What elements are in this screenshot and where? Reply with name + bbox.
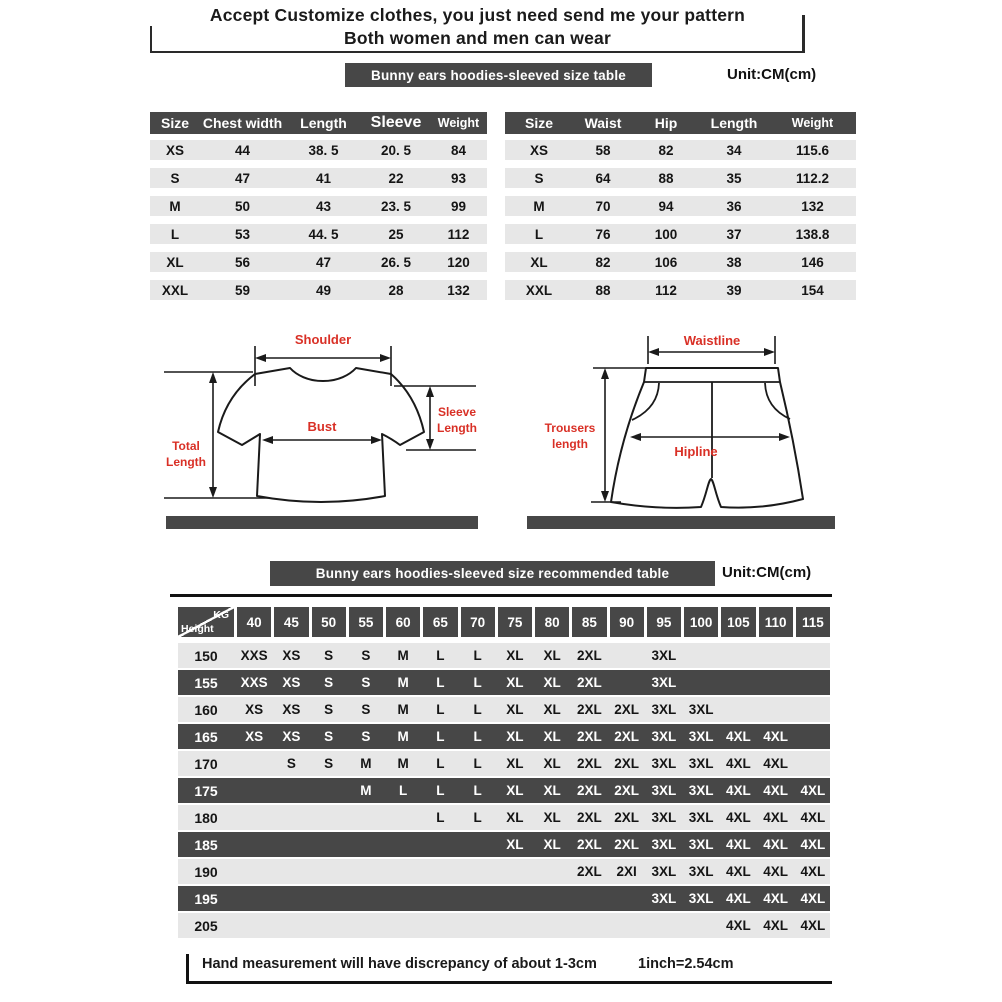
size-cell: 4XL — [763, 783, 788, 798]
size-cell: L — [436, 783, 445, 798]
column-header: Chest width — [202, 115, 283, 131]
size-cell: 4XL — [725, 783, 751, 798]
chest-width-cell: 50 — [234, 198, 251, 214]
size-cell: S — [286, 756, 296, 771]
size-cell: S — [361, 648, 371, 663]
size-cell: L — [473, 729, 482, 744]
hoodie-size-table-body — [150, 140, 487, 300]
size-cell: XL — [543, 783, 561, 798]
size-cell: 3XL — [688, 810, 714, 825]
top-note — [150, 4, 805, 53]
top-note-line1: Accept Customize clothes, you just need send me your pattern — [209, 5, 746, 25]
column-header: Length — [710, 115, 758, 131]
size-cell: 3XL — [651, 675, 677, 690]
column-header: Size — [524, 115, 553, 131]
size-cell: L — [473, 702, 482, 717]
height-label: Height — [181, 623, 214, 635]
sleeve-length-label: Length — [437, 421, 477, 435]
section2-title: Bunny ears hoodies-sleeved size recommended table — [315, 566, 670, 581]
size-cell: XS — [282, 729, 301, 744]
length-cell: 36 — [726, 198, 742, 214]
size-cell: XL — [543, 837, 561, 852]
shorts-size-table-body — [505, 140, 856, 300]
size-cell: M — [397, 675, 409, 690]
recommended-table-row — [178, 697, 830, 722]
waist-cell: 58 — [595, 142, 611, 158]
top-note-bracket-left — [150, 26, 152, 53]
section2-title-bar — [270, 561, 715, 586]
size-cell: L — [473, 648, 482, 663]
hoodie-size-table — [150, 112, 487, 308]
length-cell: 43 — [315, 198, 332, 214]
size-cell: XL — [506, 702, 524, 717]
hoodie-size-table-header — [150, 112, 487, 134]
size-cell: 4XL — [763, 918, 788, 933]
table-row — [505, 140, 856, 160]
size-cell: L — [534, 226, 544, 242]
kg-height-corner-cell — [178, 607, 234, 637]
size-cell: 4XL — [800, 837, 826, 852]
size-cell: S — [361, 702, 371, 717]
size-cell: 4XL — [800, 918, 826, 933]
size-cell: 4XL — [763, 864, 788, 879]
size-cell: S — [361, 729, 371, 744]
length-cell: 41 — [315, 170, 332, 186]
size-cell: 2XL — [576, 648, 602, 663]
size-cell: L — [473, 810, 482, 825]
size-cell: 2XL — [576, 810, 602, 825]
height-row-label: 190 — [194, 863, 218, 880]
size-cell: XL — [166, 254, 184, 270]
table-row — [150, 168, 487, 188]
recommended-table-row — [178, 886, 830, 911]
recommended-table-row — [178, 913, 830, 938]
size-cell: 2XL — [576, 864, 602, 879]
length-cell: 38 — [726, 254, 742, 270]
size-cell: XL — [506, 837, 524, 852]
table-row — [150, 280, 487, 300]
weight-column-header: 70 — [461, 607, 495, 637]
size-cell: 2XL — [576, 783, 602, 798]
table-row — [150, 252, 487, 272]
recommended-table-row — [178, 724, 830, 749]
size-cell: 4XL — [800, 864, 826, 879]
inch-conversion: 1inch=2.54cm — [638, 956, 734, 972]
size-cell: 2XL — [576, 702, 602, 717]
size-cell: 2XL — [576, 756, 602, 771]
weight-cell: 138.8 — [795, 226, 830, 242]
hip-cell: 94 — [658, 198, 674, 214]
size-cell: 4XL — [763, 891, 788, 906]
size-cell: 3XL — [688, 702, 714, 717]
height-row-label: 180 — [194, 809, 218, 826]
size-cell: XS — [245, 729, 264, 744]
shirt-outline — [218, 368, 424, 502]
weight-column-header: 60 — [386, 607, 420, 637]
table-row — [505, 168, 856, 188]
size-cell: S — [324, 756, 334, 771]
size-cell: M — [533, 198, 545, 214]
waistline-label: Waistline — [683, 333, 741, 348]
weight-column-header: 45 — [274, 607, 308, 637]
weight-cell: 84 — [450, 142, 467, 158]
size-cell: 4XL — [725, 918, 751, 933]
height-row-label: 150 — [194, 647, 218, 664]
size-cell: L — [436, 648, 445, 663]
size-cell: L — [436, 810, 445, 825]
weight-column-header: 105 — [721, 607, 755, 637]
hip-cell: 106 — [654, 254, 678, 270]
weight-column-header: 95 — [647, 607, 681, 637]
size-cell: L — [436, 675, 445, 690]
footer-note — [186, 951, 832, 984]
recommended-table-row — [178, 670, 830, 695]
size-cell: S — [324, 702, 334, 717]
weight-column-header: 110 — [759, 607, 793, 637]
recommended-table-row — [178, 751, 830, 776]
height-row-label: 195 — [194, 890, 218, 907]
footer-bracket-left — [186, 954, 189, 981]
length-cell: 37 — [726, 226, 742, 242]
trousers-length-label: Trousers — [544, 421, 596, 435]
size-cell: L — [436, 729, 445, 744]
recommended-table-row — [178, 805, 830, 830]
section1-title: Bunny ears hoodies-sleeved size table — [371, 67, 626, 83]
column-header: Size — [160, 115, 189, 131]
size-cell: 3XL — [651, 810, 677, 825]
column-header: Sleeve — [370, 114, 422, 131]
size-cell: XS — [165, 142, 184, 158]
height-row-label: 170 — [194, 755, 218, 772]
section2-unit: Unit:CM(cm) — [722, 564, 812, 581]
weight-cell: 112 — [447, 226, 470, 242]
recommended-table-header — [178, 607, 830, 637]
size-cell: XL — [506, 783, 524, 798]
weight-column-header: 115 — [796, 607, 830, 637]
sleeve-length-label: Sleeve — [437, 405, 477, 419]
size-recommended-table — [178, 607, 830, 940]
recommended-table-row — [178, 778, 830, 803]
section1-title-bar — [345, 63, 652, 87]
size-cell: XL — [530, 254, 548, 270]
size-cell: XL — [543, 648, 561, 663]
shorts-measurement-diagram — [518, 328, 880, 512]
size-cell: 3XL — [651, 837, 677, 852]
hoodie-measurement-diagram — [158, 328, 510, 512]
size-cell: 3XL — [651, 702, 677, 717]
size-cell: XL — [543, 729, 561, 744]
size-cell: L — [436, 756, 445, 771]
size-cell: XL — [506, 729, 524, 744]
weight-column-header: 100 — [684, 607, 718, 637]
hip-cell: 100 — [654, 226, 678, 242]
size-cell: 4XL — [725, 837, 751, 852]
weight-cell: 132 — [447, 282, 470, 298]
weight-column-header: 80 — [535, 607, 569, 637]
weight-cell: 120 — [447, 254, 470, 270]
size-cell: 4XL — [763, 837, 788, 852]
size-cell: 3XL — [651, 756, 677, 771]
separator-bar-right — [527, 516, 835, 529]
waist-cell: 76 — [595, 226, 611, 242]
size-cell: XS — [282, 648, 301, 663]
size-cell: 4XL — [725, 864, 751, 879]
size-cell: 3XL — [688, 756, 714, 771]
size-cell: M — [360, 756, 372, 771]
size-cell: M — [397, 702, 409, 717]
size-cell: 3XL — [651, 864, 677, 879]
size-cell: S — [361, 675, 371, 690]
column-header: Waist — [584, 115, 622, 131]
sleeve-cell: 25 — [388, 226, 404, 242]
bust-label: Bust — [307, 419, 337, 434]
weight-column-header: 40 — [237, 607, 271, 637]
size-cell: XL — [543, 702, 561, 717]
size-cell: L — [473, 756, 482, 771]
size-cell: XL — [506, 675, 524, 690]
weight-cell: 93 — [450, 170, 467, 186]
divider-line — [170, 594, 832, 597]
table-row — [505, 224, 856, 244]
size-cell: XXL — [161, 282, 189, 298]
size-cell: M — [397, 648, 409, 663]
size-cell: XL — [543, 810, 561, 825]
size-cell: S — [324, 648, 334, 663]
height-row-label: 155 — [194, 674, 218, 691]
weight-column-header: 75 — [498, 607, 532, 637]
weight-column-header: 55 — [349, 607, 383, 637]
weight-cell: 99 — [450, 198, 467, 214]
size-cell: 2XL — [614, 756, 639, 771]
length-cell: 39 — [726, 282, 742, 298]
weight-cell: 115.6 — [795, 142, 830, 158]
sleeve-cell: 26. 5 — [380, 254, 412, 270]
length-cell: 38. 5 — [308, 142, 339, 158]
size-cell: XXS — [240, 648, 268, 663]
size-cell: 4XL — [763, 729, 788, 744]
size-cell: 2XL — [614, 702, 639, 717]
size-cell: 4XL — [725, 756, 751, 771]
size-cell: 3XL — [688, 891, 714, 906]
size-cell: XL — [506, 810, 524, 825]
length-cell: 35 — [726, 170, 742, 186]
weight-cell: 154 — [801, 282, 824, 298]
size-cell: 3XL — [688, 837, 714, 852]
size-cell: XS — [282, 675, 301, 690]
size-cell: M — [397, 756, 409, 771]
weight-cell: 112.2 — [795, 170, 830, 186]
size-cell: 2XL — [576, 729, 602, 744]
weight-column-header: 85 — [572, 607, 606, 637]
sleeve-cell: 28 — [388, 282, 404, 298]
waist-cell: 70 — [595, 198, 611, 214]
column-header: Length — [300, 115, 347, 131]
size-cell: M — [360, 783, 372, 798]
separator-bar-left — [166, 516, 478, 529]
column-header: Weight — [791, 116, 834, 130]
size-cell: XS — [245, 702, 264, 717]
size-cell: M — [169, 198, 181, 214]
size-cell: 3XL — [651, 729, 677, 744]
top-note-bracket-bottom — [150, 51, 805, 53]
table-row — [150, 224, 487, 244]
waist-cell: 64 — [595, 170, 611, 186]
waist-cell: 82 — [595, 254, 611, 270]
size-cell: 2XI — [616, 864, 637, 879]
shorts-size-table — [505, 112, 856, 308]
weight-column-header: 50 — [312, 607, 346, 637]
chest-width-cell: 44 — [234, 142, 251, 158]
chest-width-cell: 59 — [234, 282, 251, 298]
size-cell: L — [436, 702, 445, 717]
size-cell: 4XL — [725, 810, 751, 825]
table-row — [150, 140, 487, 160]
table-row — [505, 252, 856, 272]
size-cell: 4XL — [763, 756, 788, 771]
weight-column-header: 65 — [423, 607, 457, 637]
total-length-label: Length — [166, 455, 206, 469]
column-header: Hip — [654, 115, 678, 131]
size-cell: 2XL — [614, 810, 639, 825]
size-cell: L — [399, 783, 408, 798]
section1-unit: Unit:CM(cm) — [727, 66, 817, 83]
column-header: Weight — [437, 116, 480, 130]
size-cell: 2XL — [614, 837, 639, 852]
table-row — [505, 280, 856, 300]
recommended-table-row — [178, 832, 830, 857]
size-cell: 2XL — [614, 783, 639, 798]
size-cell: S — [534, 170, 544, 186]
size-cell: 4XL — [800, 783, 826, 798]
top-note-line2: Both women and men can wear — [344, 28, 611, 48]
total-length-label: Total — [172, 439, 200, 453]
size-cell: XS — [282, 702, 301, 717]
kg-label: KG — [213, 609, 229, 621]
size-cell: 4XL — [725, 729, 751, 744]
height-row-label: 160 — [194, 701, 218, 718]
size-cell: L — [473, 783, 482, 798]
length-cell: 44. 5 — [308, 226, 339, 242]
weight-column-header: 90 — [610, 607, 644, 637]
size-cell: 4XL — [725, 891, 751, 906]
chest-width-cell: 56 — [234, 254, 251, 270]
sleeve-cell: 22 — [388, 170, 404, 186]
hip-cell: 112 — [655, 282, 677, 298]
recommended-table-row — [178, 859, 830, 884]
hipline-label: Hipline — [674, 444, 718, 459]
top-note-bracket-right — [802, 15, 805, 53]
measurement-note: Hand measurement will have discrepancy of about 1-3cm — [202, 956, 597, 972]
shoulder-label: Shoulder — [294, 332, 352, 347]
chest-width-cell: 53 — [234, 226, 251, 242]
recommended-table-body — [178, 643, 830, 938]
hip-cell: 88 — [658, 170, 674, 186]
sleeve-cell: 20. 5 — [380, 142, 412, 158]
recommended-table-row — [178, 643, 830, 668]
shorts-size-table-header — [505, 112, 856, 134]
size-cell: S — [170, 170, 180, 186]
size-cell: XL — [543, 756, 561, 771]
size-cell: XS — [529, 142, 548, 158]
trousers-length-label: length — [552, 437, 588, 451]
size-cell: 4XL — [800, 810, 826, 825]
size-cell: 2XL — [576, 675, 602, 690]
size-cell: XL — [506, 756, 524, 771]
length-cell: 49 — [315, 282, 332, 298]
chest-width-cell: 47 — [234, 170, 251, 186]
weight-cell: 132 — [801, 198, 824, 214]
sleeve-cell: 23. 5 — [380, 198, 412, 214]
length-cell: 34 — [726, 142, 742, 158]
size-cell: 3XL — [651, 783, 677, 798]
size-cell: L — [170, 226, 180, 242]
hip-cell: 82 — [658, 142, 674, 158]
size-cell: XXL — [525, 282, 553, 298]
size-cell: XXS — [240, 675, 268, 690]
size-cell: XL — [506, 648, 524, 663]
length-cell: 47 — [315, 254, 332, 270]
height-row-label: 165 — [194, 728, 218, 745]
size-cell: S — [324, 675, 334, 690]
size-cell: M — [397, 729, 409, 744]
size-cell: 3XL — [688, 864, 714, 879]
table-row — [150, 196, 487, 216]
waist-cell: 88 — [595, 282, 611, 298]
size-cell: 2XL — [576, 837, 602, 852]
size-cell: 4XL — [763, 810, 788, 825]
height-row-label: 185 — [194, 836, 218, 853]
weight-cell: 146 — [801, 254, 824, 270]
size-cell: XL — [543, 675, 561, 690]
size-cell: 3XL — [688, 783, 714, 798]
size-cell: 2XL — [614, 729, 639, 744]
size-cell: 3XL — [688, 729, 714, 744]
size-cell: S — [324, 729, 334, 744]
size-cell: 3XL — [651, 891, 677, 906]
height-row-label: 205 — [194, 917, 218, 934]
height-row-label: 175 — [194, 782, 218, 799]
size-cell: 4XL — [800, 891, 826, 906]
table-row — [505, 196, 856, 216]
size-cell: L — [473, 675, 482, 690]
size-cell: 3XL — [651, 648, 677, 663]
